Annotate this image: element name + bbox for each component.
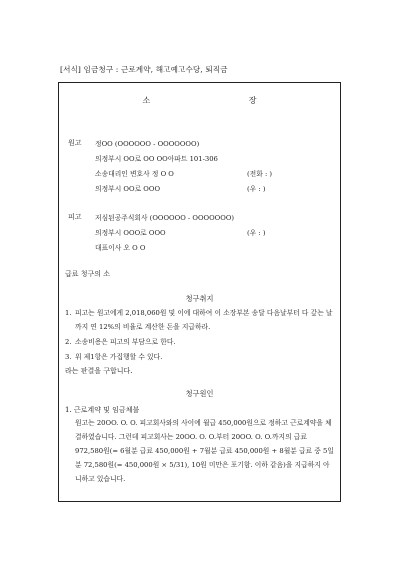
document-title: 소 장 (142, 96, 305, 105)
claim-purpose-item (65, 350, 335, 364)
item-text: 피고는 원고에게 2,018,060원 및 이에 대하여 이 소장부본 송달 다음날부터 다 갚는 날까지 연 12%의 비율로 계산한 돈을 지급하라. (75, 309, 333, 331)
claim-purpose-item (65, 335, 335, 349)
defendant-address: 의정부시 OOO로 OOO (95, 229, 166, 237)
claim-purpose-title: 청구취지 (185, 294, 214, 303)
plaintiff-zip: (우 : ) (247, 185, 266, 193)
complaint-document (58, 82, 341, 502)
case-name: 급료 청구의 소 (65, 270, 111, 278)
plaintiff-address: 의정부시 OO로 OO OO아파트 101-306 (95, 155, 218, 163)
item-number: 1. (65, 309, 72, 317)
claim-purpose-item (65, 306, 335, 334)
plaintiff-label: 원고 (68, 139, 82, 147)
item-number: 2. (65, 338, 72, 346)
defendant-label: 피고 (68, 213, 82, 221)
claim-cause-text: 원고는 20OO. O. O. 피고회사와의 사이에 월급 450,000원으로 정하고 근로계약을 체결하였습니다. 그런데 피고회사는 20OO. O. O.부터 20OO. O. O.까지의 급료 972,580원(= 6월분 급료 450,000원 + 7월분 급료 450,000원 + 8월분 급료 중 5일분 72,580원(= 450,000원 × 5/31), 10원 미만은 포기함. 이하 같음)을 지급하지 아니하고 있습니다. (75, 419, 334, 483)
item-text: 소송비용은 피고의 부담으로 한다. (75, 338, 176, 346)
claim-purpose-closing: 라는 판결을 구합니다. (65, 367, 133, 375)
claim-cause-heading: 1. 근로계약 및 임금체불 (65, 406, 140, 414)
plaintiff-representative: 소송대리인 변호사 정 O O (95, 170, 174, 178)
item-number: 3. (65, 353, 72, 361)
claim-cause-title: 청구원인 (185, 389, 214, 398)
defendant-zip: (우 : ) (247, 229, 266, 237)
plaintiff-phone: (전화 : ) (247, 170, 273, 178)
form-header: [서식] 임금청구 : 근로계약, 해고예고수당, 퇴직금 (60, 65, 228, 74)
claim-cause-text-block (65, 416, 335, 486)
item-text: 위 제1항은 가집행할 수 있다. (75, 353, 163, 361)
defendant-ceo: 대표이사 오 O O (95, 244, 146, 252)
defendant-name: 저심된공주식회사 (OOOOOO - OOOOOOO) (95, 214, 235, 222)
plaintiff-name: 정OO (OOOOOO - OOOOOOO) (95, 140, 200, 148)
representative-address: 의정부시 OO로 OOO (95, 185, 161, 193)
